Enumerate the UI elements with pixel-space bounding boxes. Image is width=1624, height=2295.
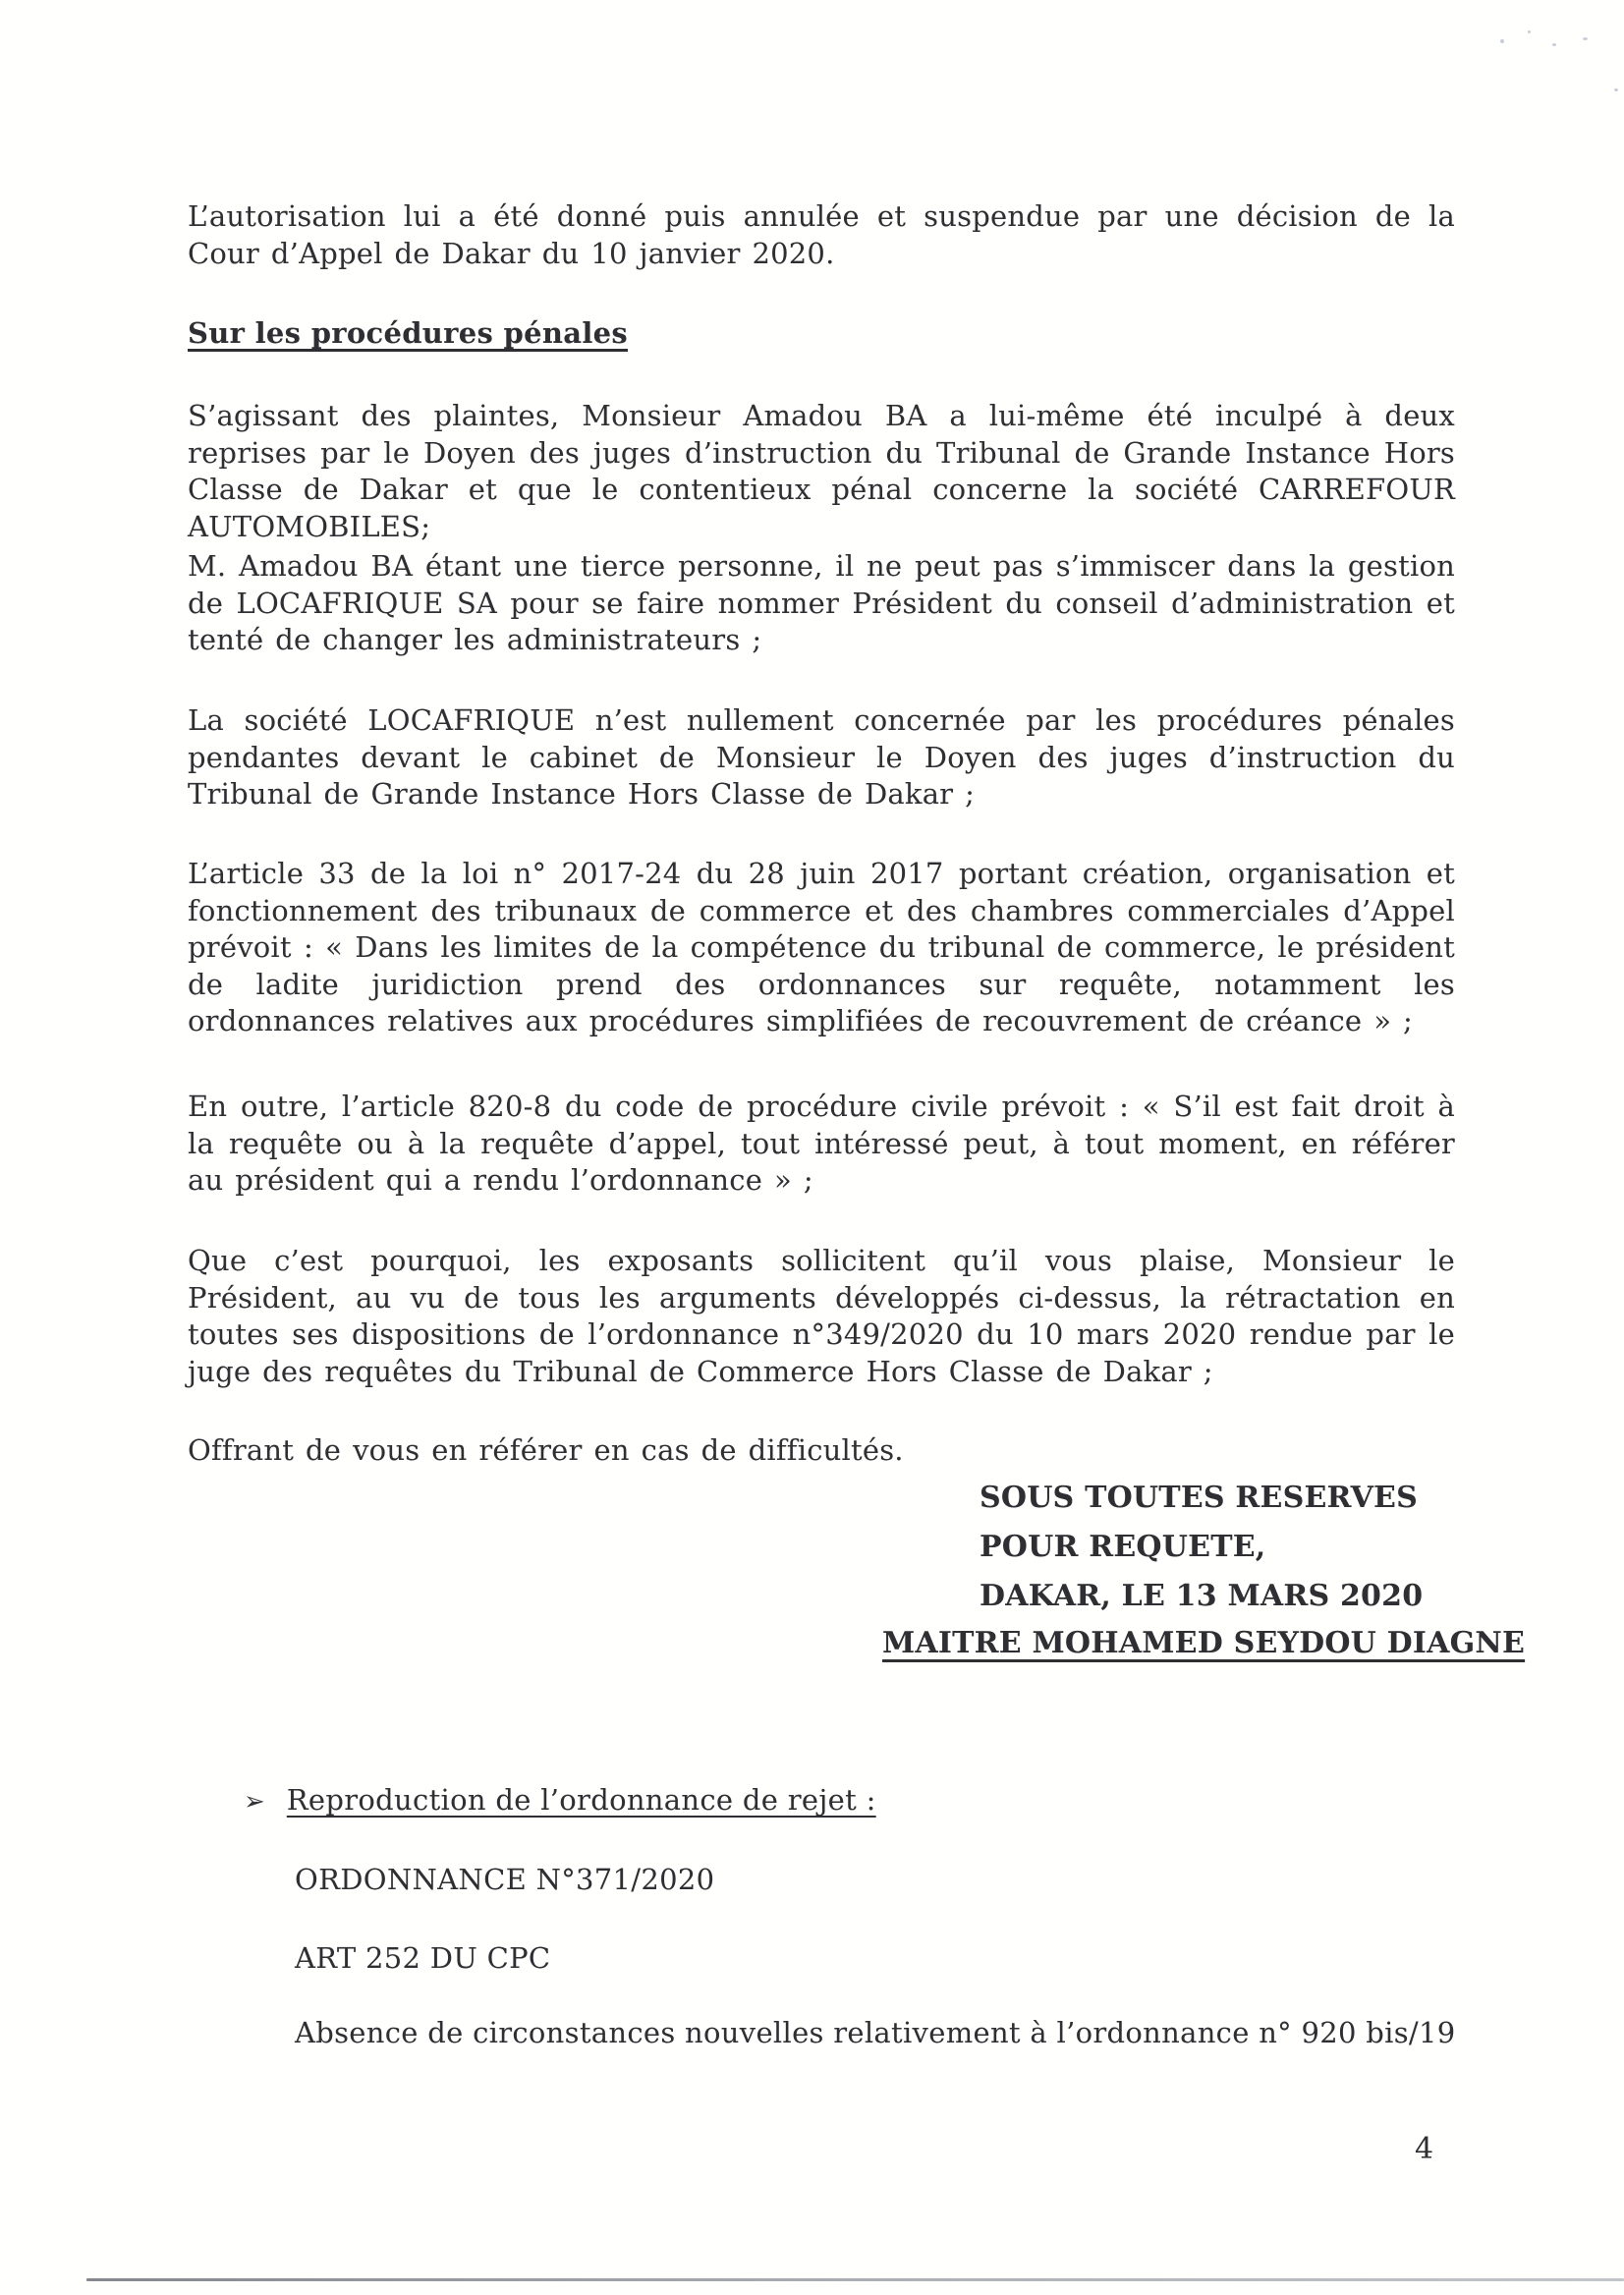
paragraph-retraction-request: Que c’est pourquoi, les exposants sollicitent qu’il vous plaise, Monsieur le Président, au vu de tous les arguments développés ci-dessus, la rétractation en toutes ses dispositions de l’ordonnance n°349/2020 du 10 mars 2020 rendue par le juge des requêtes du Tribunal de Commerce Hors Classe de Dakar ; — [188, 1244, 1455, 1388]
paragraph-third-party: M. Amadou BA étant une tierce personne, il ne peut pas s’immiscer dans la gestion de LOCAFRIQUE SA pour se faire nommer Président du conseil d’administration et tenté de changer les administrateurs ; — [188, 549, 1455, 656]
paragraph-article-33: L’article 33 de la loi n° 2017-24 du 28 juin 2017 portant création, organisation et fonctionnement des tribunaux de commerce et des chambres commerciales d’Appel prévoit : « Dans les limites de la compétence du tribunal de commerce, le président de ladite juridiction prend des ordonnances sur requête, notamment les ordonnances relatives aux procédures simplifiées de recouvrement de créance » ; — [188, 857, 1455, 1037]
reserve-line: SOUS TOUTES RESERVES — [980, 1481, 1418, 1515]
scan-speckle — [1583, 37, 1588, 40]
annex-line-ordonnance: ORDONNANCE N°371/2020 — [295, 1863, 715, 1896]
annex-heading-row — [244, 1783, 876, 1817]
paragraph-complaints: S’agissant des plaintes, Monsieur Amadou BA a lui-même été inculpé à deux reprises par le Doyen des juges d’instruction du Tribunal de Grande Instance Hors Classe de Dakar et que le contentieux pénal concerne la société CARREFOUR AUTOMOBILES; — [188, 399, 1455, 543]
annex-heading: Reproduction de l’ordonnance de rejet : — [286, 1783, 876, 1817]
request-line: POUR REQUETE, — [980, 1530, 1266, 1564]
section-heading-penal-procedures: Sur les procédures pénales — [188, 316, 629, 350]
paragraph-locafrique-not-concerned: La société LOCAFRIQUE n’est nullement concernée par les procédures pénales pendantes devant le cabinet de Monsieur le Doyen des juges d’instruction du Tribunal de Grande Instance Hors Classe de Dakar ; — [188, 703, 1455, 811]
lawyer-name: MAITRE MOHAMED SEYDOU DIAGNE — [882, 1626, 1526, 1660]
paragraph-offering: Offrant de vous en référer en cas de difficultés. — [188, 1433, 904, 1467]
scan-speckle — [1528, 30, 1531, 33]
scan-speckle — [1500, 39, 1504, 43]
arrow-bullet-icon: ➢ — [244, 1787, 265, 1817]
scan-speckle — [1614, 88, 1618, 91]
scan-artifact-line — [86, 2278, 1624, 2281]
date-line: DAKAR, LE 13 MARS 2020 — [980, 1579, 1424, 1613]
scan-speckle — [1552, 43, 1556, 46]
annex-line-art-cpc: ART 252 DU CPC — [295, 1941, 551, 1975]
signature-block — [980, 1474, 1423, 1621]
paragraph-article-820-8: En outre, l’article 820-8 du code de procédure civile prévoit : « S’il est fait droit à la requête ou à la requête d’appel, tout intéressé peut, à tout moment, en référer au président qui a rendu l’ordonnance » ; — [188, 1090, 1455, 1197]
page-number: 4 — [1415, 2132, 1434, 2166]
paragraph-authorization: L’autorisation lui a été donné puis annulée et suspendue par une décision de la Cour d’Appel de Dakar du 10 janvier 2020. — [188, 199, 1455, 270]
annex-line-absence: Absence de circonstances nouvelles relativement à l’ordonnance n° 920 bis/19 — [295, 2016, 1456, 2049]
